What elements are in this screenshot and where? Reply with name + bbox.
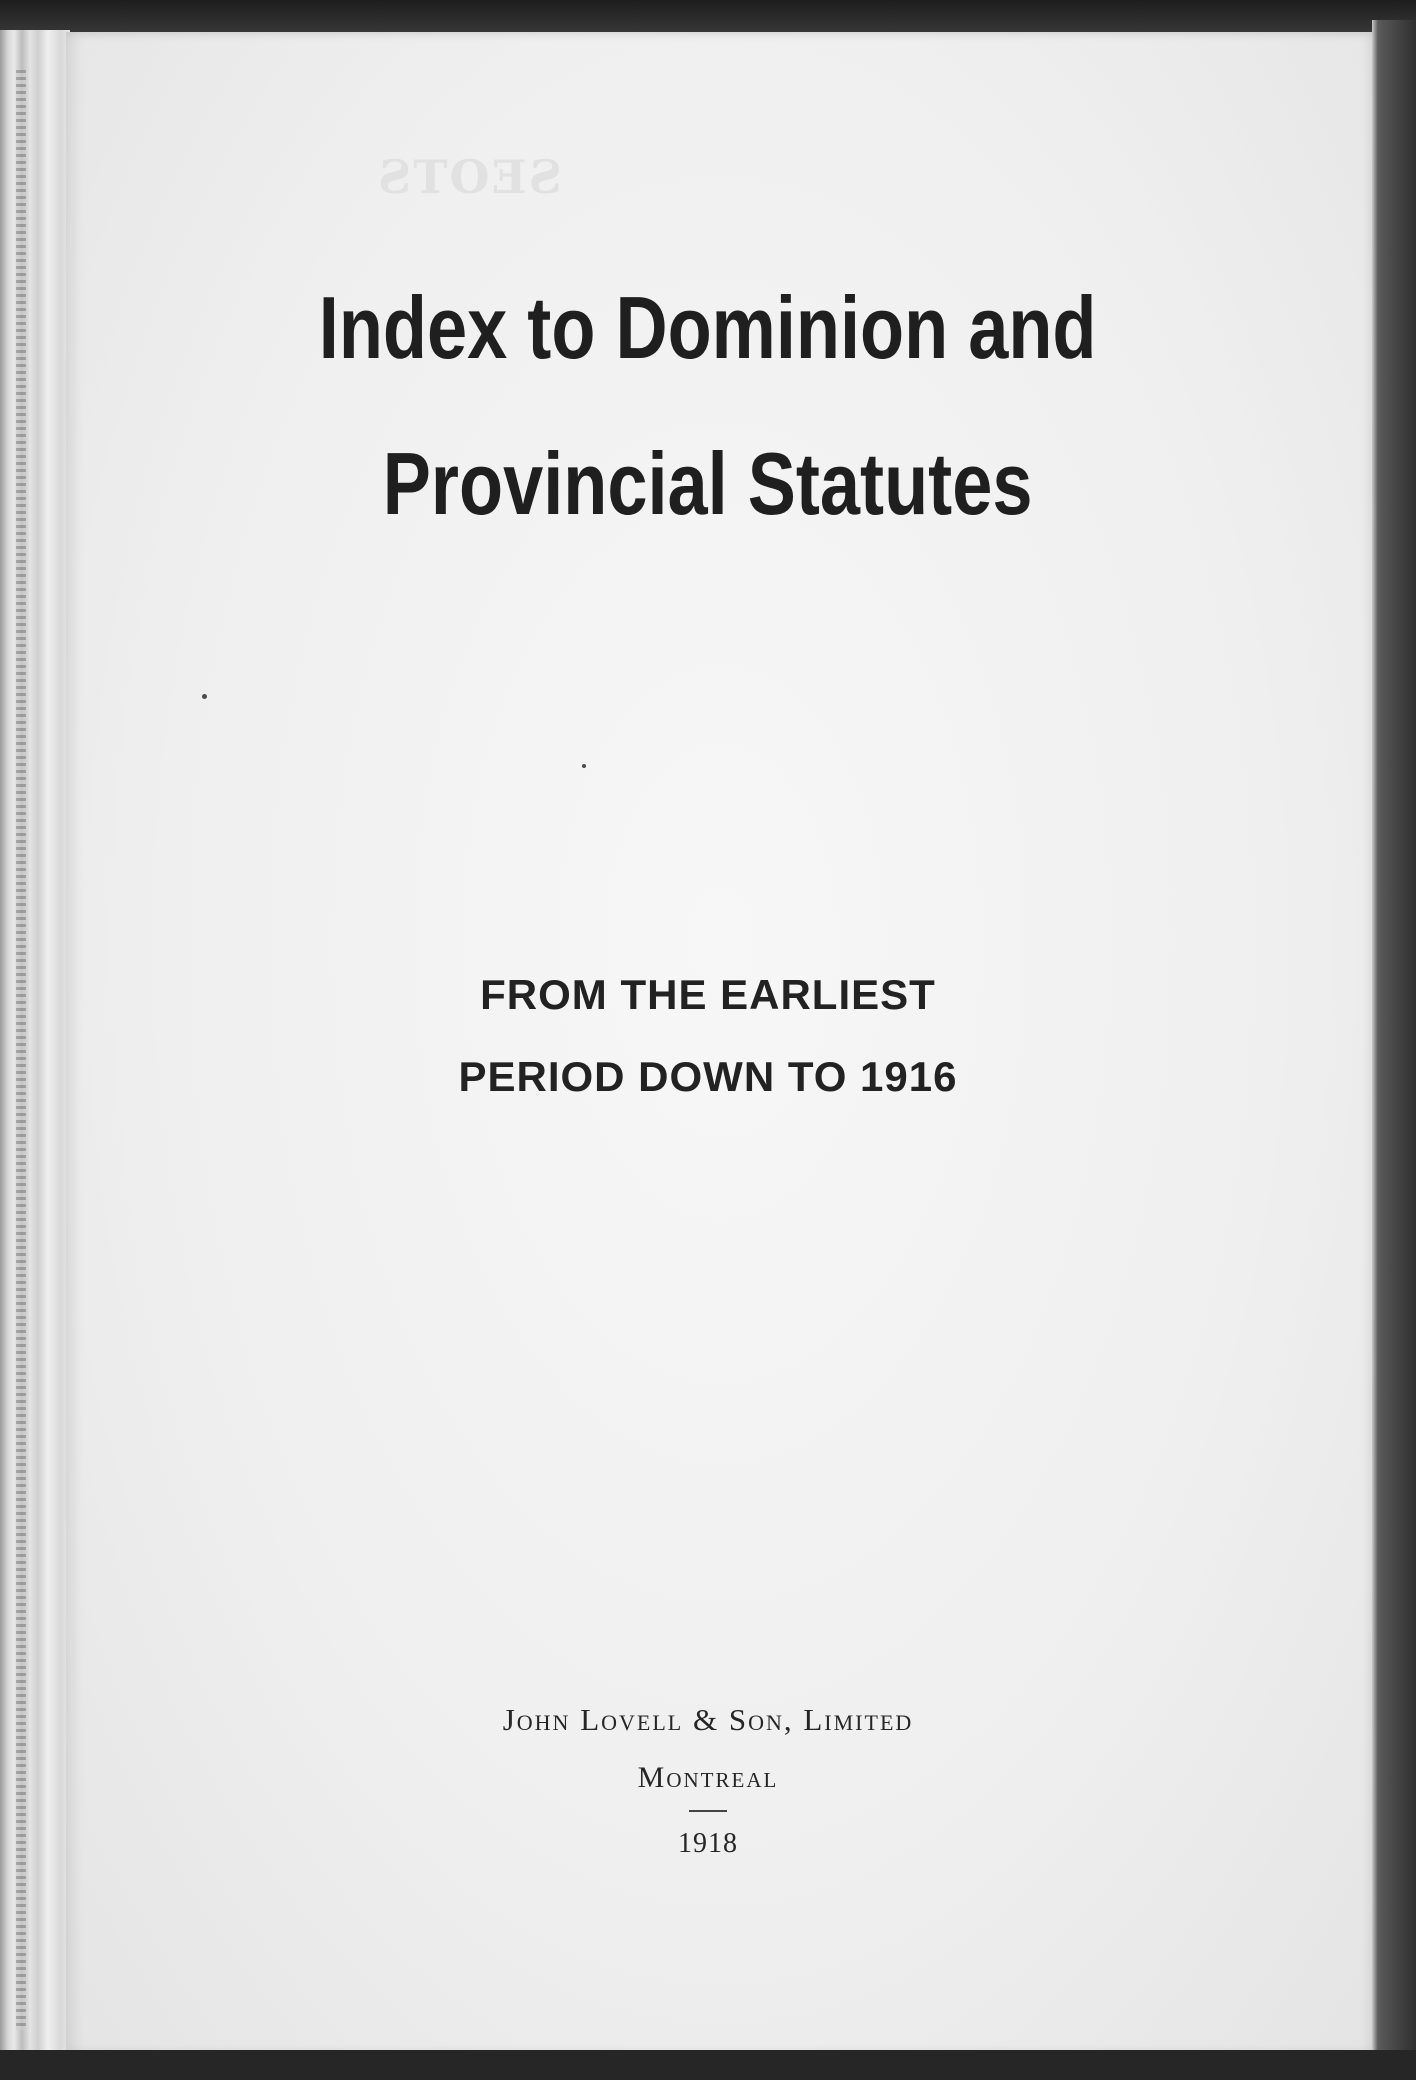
show-through-text: SEOTS (376, 150, 562, 204)
book-title (127, 250, 1288, 562)
book-subtitle (0, 954, 1416, 1118)
title-line-1: Index to Dominion and (318, 278, 1097, 377)
publisher-block (0, 1690, 1416, 1864)
publisher-city: Montreal (637, 1761, 779, 1794)
paper-speck (202, 694, 207, 699)
paper-speck (582, 764, 586, 768)
subtitle-line-1: FROM THE EARLIEST (480, 971, 936, 1018)
title-line-2: Provincial Statutes (382, 434, 1033, 533)
divider-rule (689, 1810, 727, 1812)
subtitle-line-2: PERIOD DOWN TO 1916 (458, 1053, 958, 1100)
publisher-name: John Lovell & Son, Limited (502, 1702, 914, 1737)
bottom-scan-edge (0, 2050, 1416, 2080)
publication-year: 1918 (678, 1828, 738, 1859)
